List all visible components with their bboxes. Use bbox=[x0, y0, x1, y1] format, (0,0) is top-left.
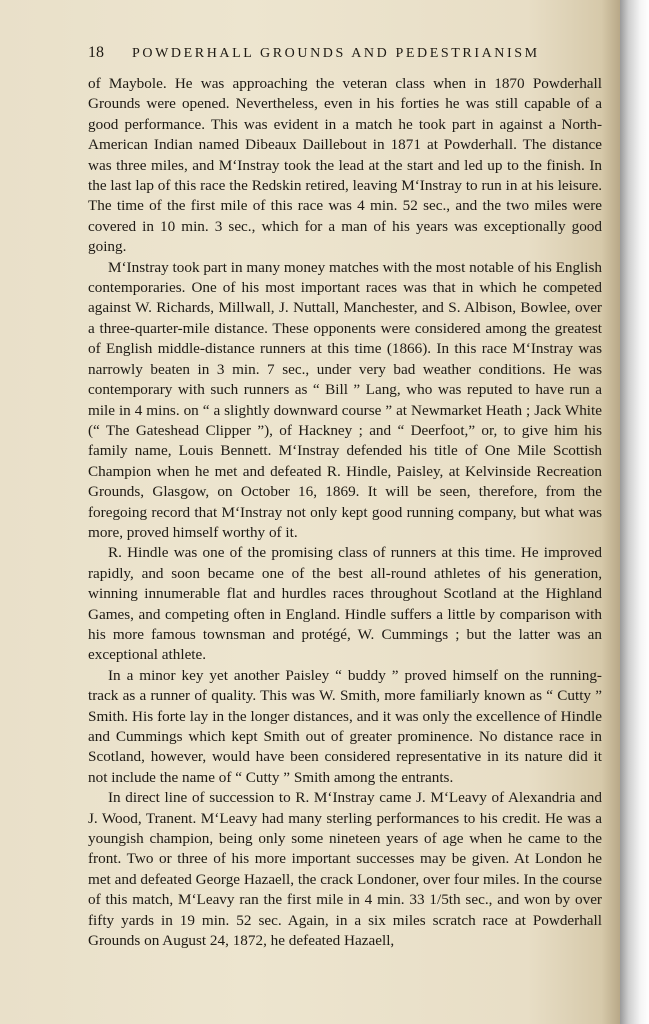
paragraph: M‘Instray took part in many money matches with the most notable of his English contemporaries. One of his most important races was that in which he competed against W. Richards, Millwall, J. Nuttall, Manchester, and S. Albison, Bowlee, over a three-quarter-mile distance. These opponents were considered among the greatest of English middle-distance runners at this time (1866). In this race M‘Instray was narrowly beaten in 3 min. 7 sec., under very bad weather conditions. He was contemporary with such runners as “ Bill ” Lang, who was reputed to have run a mile in 4 mins. on “ a slightly downward course ” at Newmarket Heath ; Jack White (“ The Gateshead Clipper ”), of Hackney ; and “ Deerfoot,” or, to give him his family name, Louis Bennett. M‘Instray defended his title of One Mile Scottish Champion when he met and defeated R. Hindle, Paisley, at Kelvinside Recreation Grounds, Glasgow, on October 16, 1869. It will be seen, therefore, from the foregoing record that M‘Instray not only kept good running company, but what was more, proved himself worthy of it. bbox=[88, 258, 602, 541]
running-head bbox=[88, 44, 602, 74]
page-number: 18 bbox=[88, 44, 104, 61]
paragraph: In a minor key yet another Paisley “ buddy ” proved himself on the running-track as a runner of quality. This was W. Smith, more familiarly known as “ Cutty ” Smith. His forte lay in the longer distances, and it was only the excellence of Hindle and Cummings which kept Smith out of greater prominence. No distance race in Scotland, however, would have been considered representative in its nature did it not include the name of “ Cutty ” Smith among the entrants. bbox=[88, 666, 602, 786]
body-text bbox=[88, 74, 602, 951]
running-head-title: POWDERHALL GROUNDS AND PEDESTRIANISM bbox=[132, 46, 540, 61]
page-content bbox=[88, 44, 602, 951]
paragraph: In direct line of succession to R. M‘Instray came J. M‘Leavy of Alexandria and J. Wood, Tranent. M‘Leavy had many sterling performances to his credit. He was a youngish champion, being only some nineteen years of age when he came to the front. Two or three of his more important successes may be given. At London he met and defeated George Hazaell, the crack Londoner, over four miles. In the course of this match, M‘Leavy ran the first mile in 4 min. 33 1/5th sec., and won by over fifty yards in 19 min. 52 sec. Again, in a six miles scratch race at Powderhall Grounds on August 24, 1872, he defeated Hazaell, bbox=[88, 789, 602, 950]
paragraph: of Maybole. He was approaching the veteran class when in 1870 Powderhall Grounds were opened. Nevertheless, even in his forties he was still capable of a good performance. This was evident in a match he took part in against a North-American Indian named Dibeaux Daillebout in 1871 at Powderhall. The distance was three miles, and M‘Instray took the lead at the start and led up to the finish. In the last lap of this race the Redskin retired, leaving M‘Instray to run in at his leisure. The time of the first mile of this race was 4 min. 52 sec., and the two miles were covered in 10 min. 3 sec., which for a man of his years was exceptionally good going. bbox=[88, 75, 602, 256]
paragraph: R. Hindle was one of the promising class of runners at this time. He improved rapidly, and soon became one of the best all-round athletes of his generation, winning innumerable flat and hurdles races throughout Scotland at the Highland Games, and competing often in England. Hindle suffers a little by comparison with his more famous townsman and protégé, W. Cummings ; but the latter was an exceptional athlete. bbox=[88, 544, 602, 664]
page-edge-shadow bbox=[620, 0, 649, 1024]
